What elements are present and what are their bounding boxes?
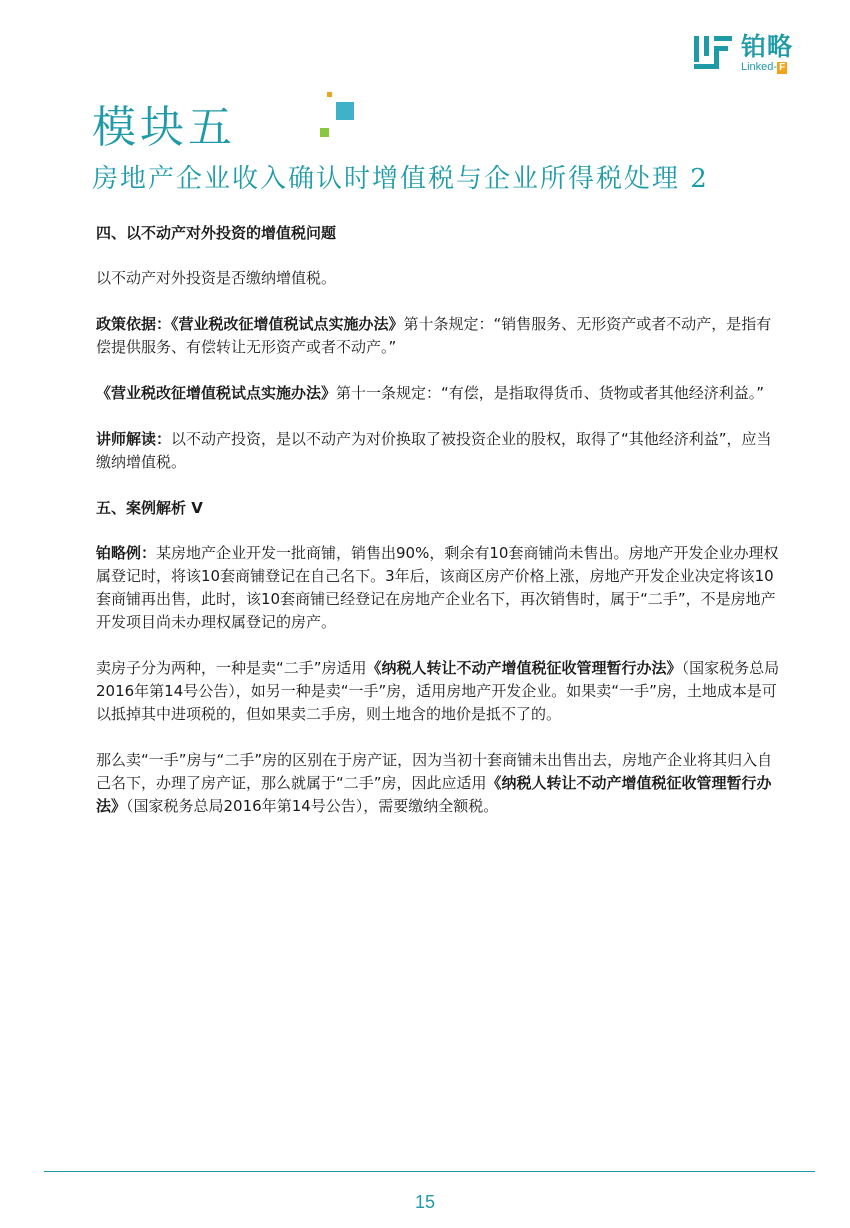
paragraph: 那么卖“一手”房与“二手”房的区别在于房产证，因为当初十套商铺未出售出去，房地产企业将其归入自己名下，办理了房产证，那么就属于“二手”房，因此应适用《纳税人转让不动产增值税征收管理暂行办法》（国家税务总局2016年第14号公告），需要缴纳全额税。 xyxy=(96,751,773,815)
paragraph: 政策依据：《营业税改征增值税试点实施办法》第十条规定：“销售服务、无形资产或者不动产，是指有偿提供服务、有偿转让无形资产或者不动产。” xyxy=(96,315,772,356)
paragraph: 以不动产对外投资是否缴纳增值税。 xyxy=(96,269,337,287)
footer-divider xyxy=(44,1171,815,1172)
brand-sub: Linked- F xyxy=(741,61,786,73)
paragraph: 《营业税改征增值税试点实施办法》第十一条规定：“有偿，是指取得货币、货物或者其他经济利益。” xyxy=(96,384,765,402)
brand-name: 铂略 xyxy=(741,32,794,61)
logo-mark-icon xyxy=(693,34,735,74)
module-subtitle: 房地产企业收入确认时增值税与企业所得税处理 2 xyxy=(92,164,709,194)
brand-logo xyxy=(693,32,813,76)
section-heading: 五、案例解析 V xyxy=(96,499,203,517)
page-number: 15 xyxy=(414,1192,436,1212)
module-title: 模块五 xyxy=(92,102,236,153)
section-heading: 四、以不动产对外投资的增值税问题 xyxy=(96,224,337,242)
paragraph: 卖房子分为两种，一种是卖“二手”房适用《纳税人转让不动产增值税征收管理暂行办法》（国家税务总局2016年第14号公告），如另一种是卖“一手”房，适用房地产开发企业。如果卖“一手”房，土地成本是可以抵掉其中进项税的，但如果卖二手房，则土地含的地价是抵不了的。 xyxy=(96,659,780,723)
deco-squares xyxy=(318,92,358,142)
paragraph: 铂略例：某房地产企业开发一批商铺，销售出90%，剩余有10套商铺尚未售出。房地产开发企业办理权属登记时，将该10套商铺登记在自己名下。3年后，该商区房产价格上涨，房地产开发企业决定将该10套商铺再出售，此时，该10套商铺已经登记在房地产企业名下，再次销售时，属于“二手”，不是房地产开发项目尚未办理权属登记的房产。 xyxy=(96,544,779,631)
article-body xyxy=(96,222,786,841)
paragraph: 讲师解读：以不动产投资，是以不动产为对价换取了被投资企业的股权，取得了“其他经济利益”，应当缴纳增值税。 xyxy=(96,430,772,471)
